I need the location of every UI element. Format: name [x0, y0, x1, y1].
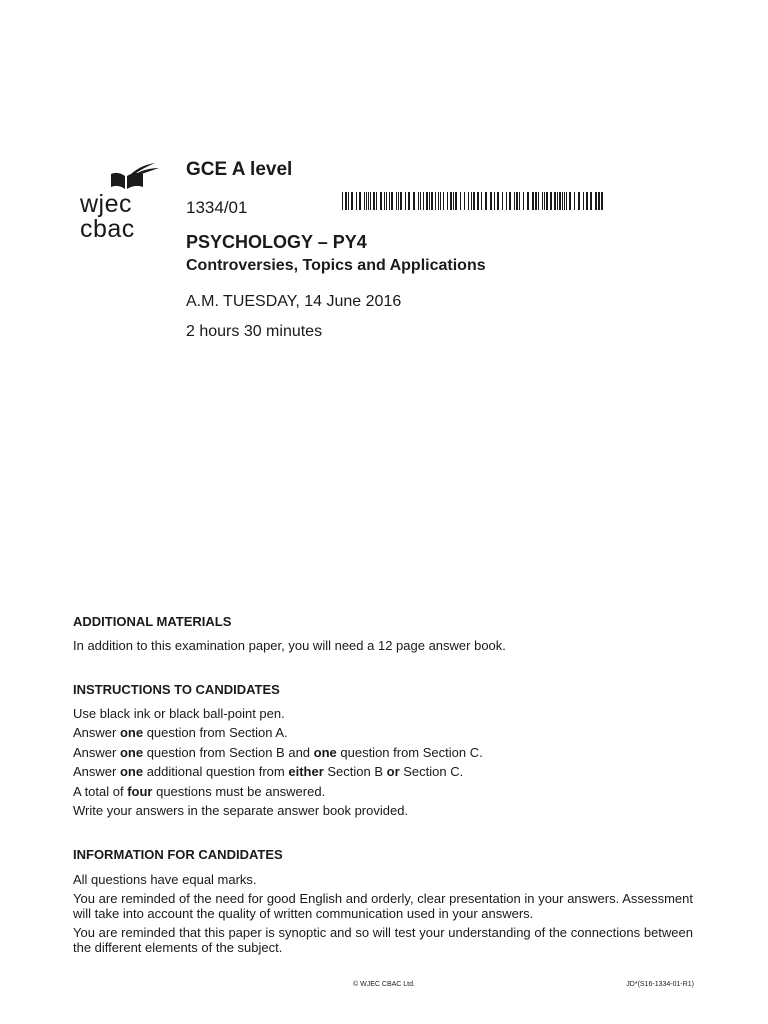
barcode-stripe — [516, 192, 518, 210]
barcode-stripe — [453, 192, 454, 210]
barcode-stripe — [535, 192, 537, 210]
barcode-stripe — [455, 192, 457, 210]
barcode-stripe — [497, 192, 499, 210]
barcode-stripe — [562, 192, 563, 210]
barcode-stripe — [426, 192, 428, 210]
barcode-stripe — [440, 192, 441, 210]
paper-code: 1334/01 — [186, 198, 248, 217]
barcode-stripe — [502, 192, 503, 210]
barcode-stripe — [601, 192, 603, 210]
barcode-stripe — [443, 192, 444, 210]
barcode-stripe — [359, 192, 361, 210]
barcode-stripe — [481, 192, 482, 210]
barcode-stripe — [550, 192, 552, 210]
barcode-stripe — [494, 192, 495, 210]
barcode-stripe — [423, 192, 424, 210]
barcode-stripe — [348, 192, 349, 210]
barcode-stripe — [345, 192, 347, 210]
barcode-stripe — [408, 192, 410, 210]
information-heading: INFORMATION FOR CANDIDATES — [73, 847, 283, 862]
barcode-stripe — [538, 192, 539, 210]
barcode-stripe — [368, 192, 369, 210]
barcode-stripe — [418, 192, 419, 210]
instructions-heading: INSTRUCTIONS TO CANDIDATES — [73, 682, 280, 697]
barcode-stripe — [364, 192, 365, 210]
barcode-stripe — [559, 192, 561, 210]
barcode-stripe — [429, 192, 430, 210]
barcode-stripe — [471, 192, 472, 210]
exam-duration: 2 hours 30 minutes — [186, 323, 323, 340]
information-paragraph: You are reminded of the need for good English and orderly, clear presentation in your answers. Assessment will take into account the quality of written communication used in your answers. — [73, 891, 693, 921]
copyright-notice: © WJEC CBAC Ltd. — [353, 981, 415, 988]
book-icon — [111, 162, 161, 190]
barcode-stripe — [398, 192, 399, 210]
barcode-stripe — [554, 192, 556, 210]
barcode-stripe — [598, 192, 600, 210]
barcode-stripe — [485, 192, 487, 210]
barcode-stripe — [370, 192, 371, 210]
barcode-stripe — [542, 192, 543, 210]
barcode-stripe — [460, 192, 461, 210]
barcode-stripe — [544, 192, 545, 210]
barcode-stripe — [595, 192, 597, 210]
instruction-line: Use black ink or black ball-point pen. — [73, 706, 285, 721]
barcode — [342, 192, 606, 210]
barcode-stripe — [532, 192, 534, 210]
information-paragraph: You are reminded that this paper is synoptic and so will test your understanding of the connections between the different elements of the subject. — [73, 925, 693, 955]
barcode-stripe — [373, 192, 375, 210]
barcode-stripe — [450, 192, 452, 210]
barcode-stripe — [546, 192, 548, 210]
barcode-stripe — [564, 192, 565, 210]
instruction-line: A total of four questions must be answered. — [73, 784, 326, 799]
barcode-stripe — [391, 192, 393, 210]
barcode-stripe — [583, 192, 584, 210]
barcode-stripe — [509, 192, 511, 210]
barcode-stripe — [431, 192, 433, 210]
information-paragraph: All questions have equal marks. — [73, 872, 257, 887]
barcode-stripe — [366, 192, 367, 210]
barcode-stripe — [519, 192, 520, 210]
barcode-stripe — [447, 192, 448, 210]
barcode-stripe — [566, 192, 567, 210]
paper-reference: JD*(S16-1334-01-R1) — [626, 981, 694, 988]
barcode-stripe — [590, 192, 592, 210]
barcode-stripe — [473, 192, 475, 210]
barcode-stripe — [435, 192, 436, 210]
barcode-stripe — [468, 192, 469, 210]
exam-date: A.M. TUESDAY, 14 June 2016 — [186, 293, 402, 310]
materials-text: In addition to this examination paper, you will need a 12 page answer book. — [73, 638, 506, 653]
subject-title: PSYCHOLOGY – PY4 — [186, 232, 367, 252]
barcode-stripe — [420, 192, 421, 210]
barcode-stripe — [413, 192, 415, 210]
logo-text-wjec: wjec — [80, 190, 133, 218]
barcode-stripe — [400, 192, 402, 210]
barcode-stripe — [574, 192, 575, 210]
barcode-stripe — [578, 192, 580, 210]
barcode-stripe — [438, 192, 439, 210]
barcode-stripe — [380, 192, 382, 210]
barcode-stripe — [514, 192, 515, 210]
barcode-stripe — [477, 192, 479, 210]
barcode-stripe — [506, 192, 507, 210]
barcode-stripe — [490, 192, 492, 210]
instruction-line: Answer one question from Section A. — [73, 725, 288, 740]
barcode-stripe — [356, 192, 357, 210]
barcode-stripe — [384, 192, 385, 210]
barcode-stripe — [351, 192, 353, 210]
barcode-stripe — [569, 192, 571, 210]
qualification-level: GCE A level — [186, 159, 293, 180]
barcode-stripe — [376, 192, 377, 210]
barcode-stripe — [386, 192, 387, 210]
subject-subtitle: Controversies, Topics and Applications — [186, 257, 486, 274]
barcode-stripe — [557, 192, 558, 210]
logo-text-cbac: cbac — [80, 215, 135, 243]
barcode-stripe — [342, 192, 343, 210]
instruction-line: Answer one additional question from either Section B or Section C. — [73, 764, 464, 779]
instruction-line: Write your answers in the separate answer book provided. — [73, 803, 409, 818]
barcode-stripe — [464, 192, 465, 210]
barcode-stripe — [396, 192, 397, 210]
barcode-stripe — [523, 192, 524, 210]
materials-heading: ADDITIONAL MATERIALS — [73, 614, 232, 629]
wjec-cbac-logo — [80, 162, 160, 244]
barcode-stripe — [527, 192, 529, 210]
instruction-line: Answer one question from Section B and one question from Section C. — [73, 745, 483, 760]
barcode-stripe — [389, 192, 390, 210]
barcode-stripe — [586, 192, 588, 210]
barcode-stripe — [405, 192, 406, 210]
